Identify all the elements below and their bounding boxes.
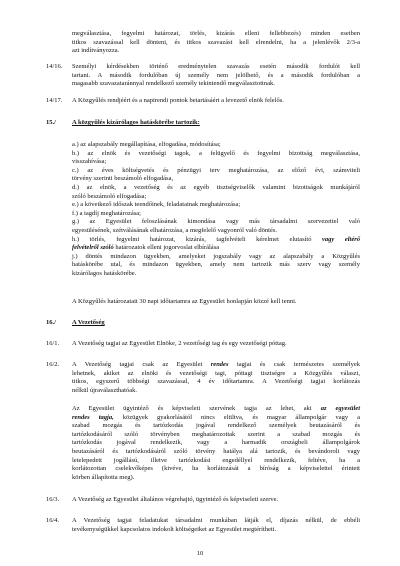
emphasis-text: az egyesület (320, 405, 360, 412)
list-item-h-continued (72, 244, 360, 253)
text-line: tartózkodás jogával rendelkezik, vagy a harmadik országbeli állampolgárok (72, 439, 360, 447)
paragraph-number: 14/16. (46, 63, 63, 70)
text-line: nélkül újraválaszthatóak. (72, 386, 137, 394)
text-line: megválasztása, fegyelmi határozat, törlés, kizárás elleni fellebbezés) minden esetben (72, 30, 360, 37)
section-number: 15./ (46, 119, 56, 126)
emphasis-text: rendes tagja, (72, 413, 114, 421)
paragraph-text (72, 340, 360, 349)
text-line: tartani. A második fordulóban új személy nem jelölhető, és a második fordulóban a (72, 71, 360, 79)
text-line: Személyi kérdésekben történő eredménytelen szavazás esetén második fordulót kell (72, 63, 360, 70)
text-line: beutazásáról és tartózkodásáról szóló törvény hatálya alá tartozik, és bevándorolt vagy (72, 447, 360, 455)
text-line: A Közgyűlés rendjéért és a napirendi pontok betartásáért a levezető elnök felelős. (72, 97, 284, 104)
list-item-continued: hatáskörébe utal, és mindazon ügyekben, amely nem tartozik más szerv vagy személy (72, 261, 360, 269)
page-number: 10 (196, 550, 204, 557)
paragraph-text (72, 405, 360, 482)
paragraph-number: 16/2. (46, 361, 60, 368)
paragraph-text (72, 496, 360, 505)
text-line (72, 405, 360, 414)
list-item: e.) a következő időszak teendőinek, feladatainak meghatározása; (72, 201, 241, 209)
list-item: j.) döntés mindazon ügyekben, amelyeket jogszabály vagy az alapszabály a Közgyűlés (72, 252, 360, 260)
list-item: g.) az Egyesület feloszlásának kimondása vagy más társadalmi szervezettel való (72, 218, 360, 226)
text-run: A Vezetőség tagjai csak az Egyesület (72, 361, 211, 368)
emphasis-text: felvételről szóló (72, 244, 114, 252)
text-line: A Vezetőség az Egyesület általános végrehajtó, ügyintéző és képviseleti szerve. (72, 496, 279, 503)
list-item: d.) az elnök, a vezetőség és az egyéb tisztségviselők valamint bizottságok munkájáról (72, 183, 360, 191)
text-line: letelepedett jogállású, illetve tartózkodási engedéllyel rendelkezik, feltéve, ha a (72, 456, 360, 464)
list-item-h-text: határozatok elleni jogorvoslat elbírálása (113, 244, 220, 252)
list-item: b.) az elnök és vezetőségi tagok, a felügyelő és fegyelmi bizottság megválasztása, (72, 149, 360, 157)
text-line: tartózkodásáról szóló törvényben meghatározottak szerint a szabad mozgás és (72, 430, 360, 438)
paragraph-number: 16/3. (46, 496, 60, 503)
text-line: A Vezetőség tagjai feladatukat társadalmi munkában látják el, díjazás nélkül, de ebbéli (72, 517, 360, 524)
section-title (72, 319, 360, 328)
paragraph-number: 14/17. (46, 97, 63, 104)
continuation-text (72, 30, 360, 56)
list-item-h (72, 236, 360, 245)
section-title-text: A Vezetőség (72, 319, 105, 326)
text-line: azt indítványozza. (72, 47, 120, 55)
text-line: magasabb szavazataránnyal rendelkező személy tekintendő megválasztottnak. (72, 80, 275, 88)
paragraph-text (72, 361, 360, 395)
text-line: titkos, egyszerű többségi szavazással, 4 év időtartamra. A Vezetőségi tagjai korlátozás (72, 378, 360, 386)
section-title-text: A közgyűlés kizárólagos hatáskörébe tartozik: (72, 119, 200, 126)
list-item-continued: kizárólagos hatáskörébe. (72, 269, 137, 277)
paragraph-text (72, 97, 360, 106)
list-item-continued: visszahívása; (72, 158, 107, 166)
emphasis-text: rendes (210, 361, 229, 368)
text-line: A Vezetőség tagjai az Egyesület Elnöke, 2 vezetőségi tag és egy vezetőségi póttag. (72, 340, 287, 347)
list-item: a.) az alapszabály megállapítása, elfogadása, módosítása; (72, 141, 221, 148)
paragraph-number: 16/1. (46, 340, 60, 347)
text-run: Az Egyesület ügyintéző és képviseleti szervének tagja az lehet, aki (72, 405, 321, 412)
paragraph-text (72, 517, 360, 534)
text-line: korlátozottan cselekvőképes (kivéve, ha korlátozását a bíróság a képviselettel érintett (72, 465, 360, 473)
powers-list-body (72, 141, 360, 279)
list-item-h-text: h.) törlés, fegyelmi határozat, kizárás, tagfelvételi kérelmet elutasító (72, 235, 323, 243)
list-item-continued: törvény szerinti beszámoló elfogadása, (72, 175, 174, 183)
section-title (72, 119, 360, 128)
text-line: szabad mozgás és tartózkodás jogával rendelkező személyek beutazásáról és (72, 422, 360, 430)
text-run: közügyek gyakorlásától nincs eltiltva, és magyar állampolgár vagy a (113, 413, 360, 421)
text-line (72, 414, 360, 423)
closing-text-block (72, 298, 360, 307)
text-line (72, 361, 360, 370)
text-line: lehetnek, akiket az elnöki és vezetőségi tagi, póttagi tisztségre a Közgyűlés választ, (72, 369, 360, 377)
text-line: titkos szavazással kell dönteni, és titkos szavazást kell elrendelni, ha a jelenlévők 2/3-a (72, 38, 360, 46)
list-item: f.) a tagdíj meghatározása; (72, 209, 141, 217)
section-number: 16./ (46, 319, 56, 326)
text-line: körben állapította meg). (72, 473, 135, 481)
list-item-continued: szóló beszámoló elfogadása; (72, 192, 147, 200)
text-line: tevékenységükkel kapcsolatos indokolt költségeiket az Egyesület megtérítheti. (72, 525, 277, 533)
list-item-continued: egyesülésének, szétválásának elhatározása, a megfelelő vagyonról való döntés. (72, 226, 278, 234)
emphasis-text: vagy eltérő (322, 235, 360, 243)
list-item: c.) az éves költségvetés és pénzügyi terv meghatározása, az előző évi, számviteli (72, 166, 360, 174)
paragraph-text (72, 63, 360, 89)
closing-text: A Közgyűlés határozatait 30 napi időtartamra az Egyesület honlapján közzé kell tenni. (72, 298, 297, 305)
paragraph-number: 16/4. (46, 517, 60, 524)
text-run: tagjai és csak természetes személyek (228, 361, 360, 368)
